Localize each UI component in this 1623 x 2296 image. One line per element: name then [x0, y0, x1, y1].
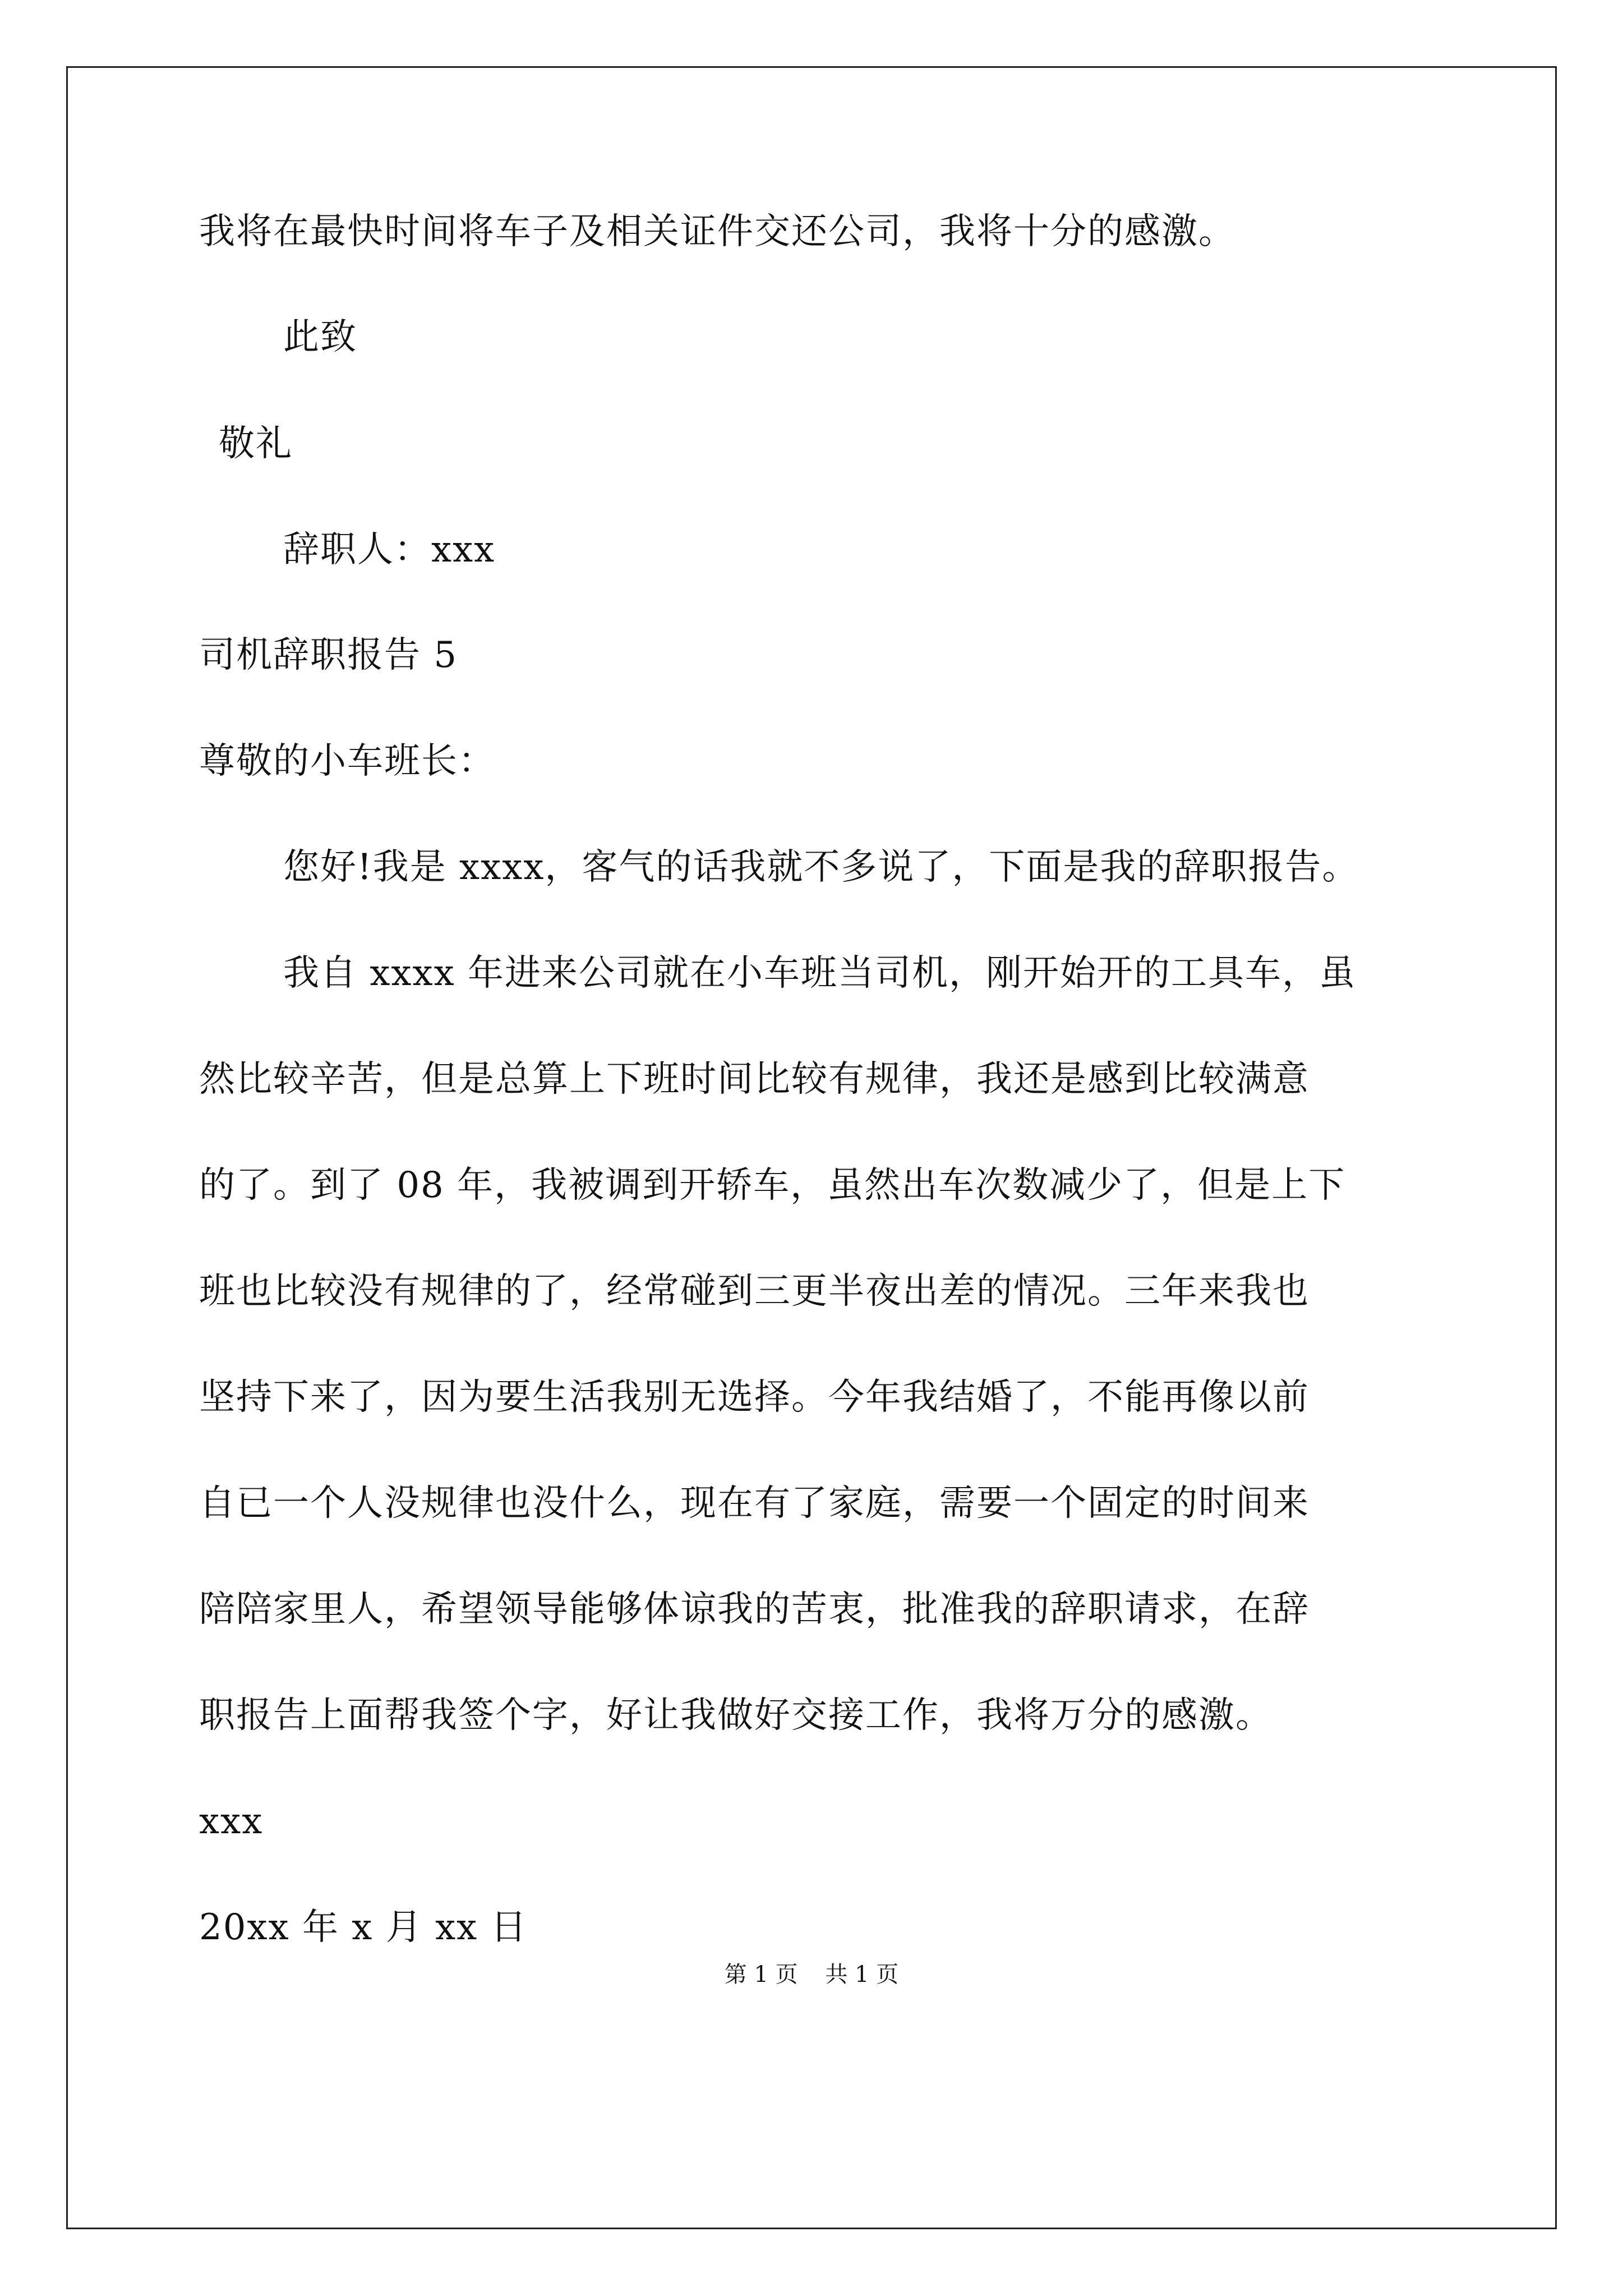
closing-greeting: 此致 [283, 316, 357, 358]
section-title: 司机辞职报告 5 [199, 634, 458, 676]
paragraph-2-line-7: 陪陪家里人，希望领导能够体谅我的苦衷，批准我的辞职请求，在辞 [199, 1589, 1310, 1630]
paragraph-2-line-8: 职报告上面帮我签个字，好让我做好交接工作，我将万分的感激。 [199, 1695, 1272, 1736]
closing-salute: 敬礼 [219, 423, 293, 464]
salutation: 尊敬的小车班长： [199, 740, 495, 782]
body-line-1: 我将在最快时间将车子及相关证件交还公司，我将十分的感激。 [199, 211, 1235, 252]
paragraph-2-line-4: 班也比较没有规律的了，经常碰到三更半夜出差的情况。三年来我也 [199, 1271, 1310, 1312]
paragraph-2-line-1: 我自 xxxx 年进来公司就在小车班当司机，刚开始开的工具车，虽 [283, 953, 1357, 994]
paragraph-2-line-3: 的了。到了 08 年，我被调到开轿车，虽然出车次数减少了，但是上下 [199, 1165, 1346, 1206]
paragraph-2-line-2: 然比较辛苦，但是总算上下班时间比较有规律，我还是感到比较满意 [199, 1059, 1310, 1100]
paragraph-2-line-6: 自已一个人没规律也没什么，现在有了家庭，需要一个固定的时间来 [199, 1483, 1310, 1524]
signer-name: xxx [199, 1801, 264, 1842]
page-total: 共 1 页 [825, 1962, 899, 1987]
paragraph-2-line-5: 坚持下来了，因为要生活我别无选择。今年我结婚了，不能再像以前 [199, 1377, 1310, 1418]
date-line: 20xx 年 x 月 xx 日 [199, 1907, 528, 1948]
signature-line: 辞职人：xxx [283, 529, 496, 570]
page-footer [0, 1958, 1623, 1991]
page-number: 第 1 页 [724, 1962, 798, 1987]
paragraph-1: 您好!我是 xxxx，客气的话我就不多说了，下面是我的辞职报告。 [283, 846, 1359, 888]
